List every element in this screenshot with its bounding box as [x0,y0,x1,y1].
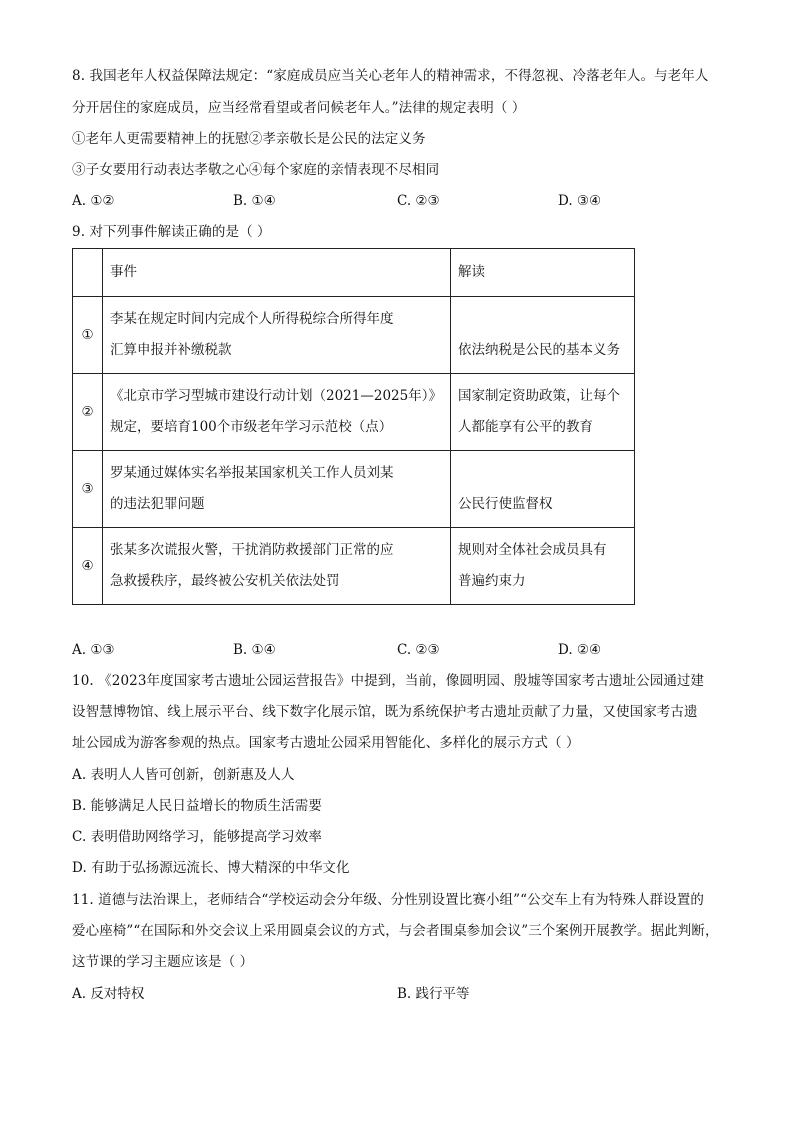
row-explain [451,297,635,374]
q8-stem-line-1: 8. 我国老年人权益保障法规定：“家庭成员应当关心老年人的精神需求，不得忽视、冷落老年人。与老年人 [72,68,709,84]
q10-option-a[interactable]: A. 表明人人皆可创新，创新惠及人人 [72,767,295,783]
row-event-line: 《北京市学习型城市建设行动计划（2021—2025年）》 [110,388,442,404]
row-explain-line: 规则对全体社会成员具有 [458,542,607,558]
q10-stem-line-3: 址公园成为游客参观的热点。国家考古遗址公园采用智能化、多样化的展示方式（ ） [72,735,580,751]
table-header-explain: 解读 [451,249,635,297]
table-header-row [73,249,635,297]
q10-option-b[interactable]: B. 能够满足人民日益增长的物质生活需要 [72,798,323,814]
row-explain [451,528,635,605]
row-explain [451,451,635,528]
table-header-num [73,249,103,297]
q11-stem-line-1: 11. 道德与法治课上，老师结合“学校运动会分年级、分性别设置比赛小组”“公交车上有为特殊人群设置的 [72,892,704,908]
q11-option-a[interactable]: A. 反对特权 [72,986,145,1002]
row-event-line: 罗某通过媒体实名举报某国家机关工作人员刘某 [110,465,394,481]
row-event [103,528,451,605]
q8-option-a[interactable]: A. ①② [72,193,115,209]
q9-events-table [72,248,635,605]
q11-option-b[interactable]: B. 践行平等 [397,986,470,1002]
q8-option-c[interactable]: C. ②③ [397,193,440,209]
q8-stem-line-2: 分开居住的家庭成员，应当经常看望或者问候老年人。”法律的规定表明（ ） [72,100,526,116]
q10-stem-line-1: 10. 《2023年度国家考古遗址公园运营报告》中提到，当前，像圆明园、殷墟等国家考古遗址公园通过建 [72,673,705,689]
q10-stem-line-2: 设智慧博物馆、线上展示平台、线下数字化展示馆，既为系统保护考古遗址贡献了力量，又使国家考古遗 [72,704,698,720]
q10-option-d[interactable]: D. 有助于弘扬源远流长、博大精深的中华文化 [72,860,350,876]
row-event-line: 张某多次谎报火警，干扰消防救援部门正常的应 [110,542,394,558]
table-row [73,297,635,374]
row-event-line: 规定，要培育100个市级老年学习示范校（点） [110,419,393,435]
row-explain [451,374,635,451]
q9-option-a[interactable]: A. ①③ [72,642,115,658]
row-number: ④ [73,528,103,605]
table-row [73,528,635,605]
q8-option-b[interactable]: B. ①④ [233,193,276,209]
row-number: ③ [73,451,103,528]
row-event [103,374,451,451]
row-number: ② [73,374,103,451]
table-header-event: 事件 [103,249,451,297]
row-explain-line: 人都能享有公平的教育 [458,419,593,435]
row-event-line: 的违法犯罪问题 [110,496,205,512]
table-row [73,451,635,528]
row-explain-line: 国家制定资助政策，让每个 [458,388,620,404]
q9-stem: 9. 对下列事件解读正确的是（ ） [72,224,271,240]
row-explain-line: 普遍约束力 [458,573,526,589]
q9-option-d[interactable]: D. ②④ [558,642,602,658]
row-event [103,451,451,528]
q9-option-c[interactable]: C. ②③ [397,642,440,658]
row-event [103,297,451,374]
row-explain-line: 依法纳税是公民的基本义务 [458,342,620,358]
table-row [73,374,635,451]
row-event-line: 汇算申报并补缴税款 [110,342,232,358]
q8-option-d[interactable]: D. ③④ [558,193,602,209]
q8-statement-line-2: ③子女要用行动表达孝敬之心④每个家庭的亲情表现不尽相同 [72,162,440,178]
row-event-line: 李某在规定时间内完成个人所得税综合所得年度 [110,311,394,327]
row-event-line: 急救援秩序，最终被公安机关依法处罚 [110,573,340,589]
q11-stem-line-2: 爱心座椅”“在国际和外交会议上采用圆桌会议的方式，与会者围桌参加会议”三个案例开展教学。据此判断， [72,923,719,939]
q8-statement-line-1: ①老年人更需要精神上的抚慰②孝亲敬长是公民的法定义务 [72,131,426,147]
q9-option-b[interactable]: B. ①④ [233,642,276,658]
row-explain-line: 公民行使监督权 [458,496,553,512]
q10-option-c[interactable]: C. 表明借助网络学习，能够提高学习效率 [72,829,322,845]
row-number: ① [73,297,103,374]
q11-stem-line-3: 这节课的学习主题应该是（ ） [72,954,254,970]
